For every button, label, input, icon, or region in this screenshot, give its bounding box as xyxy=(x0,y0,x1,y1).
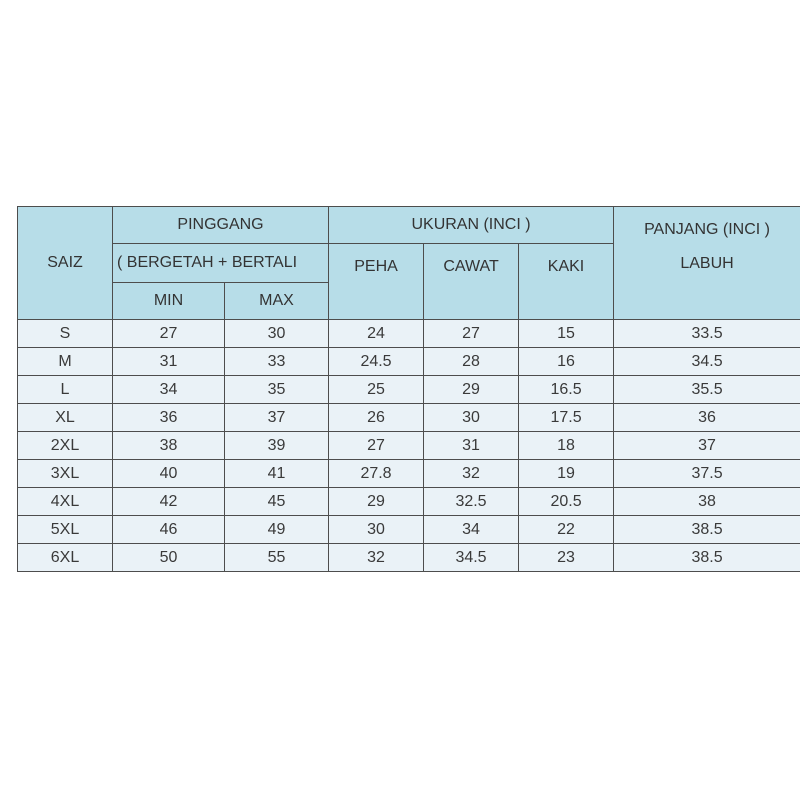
cell-leg: 16 xyxy=(519,348,614,376)
cell-waist-max: 39 xyxy=(225,432,329,460)
cell-thigh: 30 xyxy=(329,516,424,544)
cell-crotch: 28 xyxy=(424,348,519,376)
header-length-label: PANJANG (INCI ) xyxy=(644,221,770,238)
cell-size: L xyxy=(18,376,113,404)
cell-thigh: 27 xyxy=(329,432,424,460)
cell-waist-max: 37 xyxy=(225,404,329,432)
table-row xyxy=(18,516,800,544)
header-leg xyxy=(519,244,614,320)
header-thigh-label: PEHA xyxy=(354,258,398,275)
cell-waist-max: 30 xyxy=(225,320,329,348)
cell-waist-max: 55 xyxy=(225,544,329,572)
cell-waist-min: 38 xyxy=(113,432,225,460)
cell-waist-min: 42 xyxy=(113,488,225,516)
header-waist-max-label: MAX xyxy=(259,292,294,309)
cell-leg: 16.5 xyxy=(519,376,614,404)
cell-waist-min: 46 xyxy=(113,516,225,544)
table-row xyxy=(18,404,800,432)
cell-crotch: 31 xyxy=(424,432,519,460)
cell-waist-min: 34 xyxy=(113,376,225,404)
cell-waist-max: 41 xyxy=(225,460,329,488)
cell-size: 5XL xyxy=(18,516,113,544)
cell-waist-max: 33 xyxy=(225,348,329,376)
header-crotch-label: CAWAT xyxy=(443,258,499,275)
cell-length: 38 xyxy=(614,488,800,516)
cell-crotch: 29 xyxy=(424,376,519,404)
cell-size: 6XL xyxy=(18,544,113,572)
cell-length: 34.5 xyxy=(614,348,800,376)
cell-length: 37.5 xyxy=(614,460,800,488)
cell-leg: 23 xyxy=(519,544,614,572)
cell-crotch: 34 xyxy=(424,516,519,544)
table-body xyxy=(18,320,800,572)
cell-length: 33.5 xyxy=(614,320,800,348)
cell-size: 4XL xyxy=(18,488,113,516)
table-row xyxy=(18,320,800,348)
cell-waist-min: 50 xyxy=(113,544,225,572)
header-crotch xyxy=(424,244,519,320)
header-waist-label: PINGGANG xyxy=(177,216,264,233)
table-row xyxy=(18,432,800,460)
cell-waist-max: 35 xyxy=(225,376,329,404)
cell-thigh: 24.5 xyxy=(329,348,424,376)
cell-waist-min: 31 xyxy=(113,348,225,376)
table-row xyxy=(18,488,800,516)
cell-waist-min: 27 xyxy=(113,320,225,348)
header-leg-label: KAKI xyxy=(547,258,585,275)
cell-leg: 19 xyxy=(519,460,614,488)
cell-thigh: 27.8 xyxy=(329,460,424,488)
header-waist-max xyxy=(225,283,329,320)
cell-leg: 15 xyxy=(519,320,614,348)
cell-leg: 18 xyxy=(519,432,614,460)
header-waist-note xyxy=(113,244,329,283)
cell-waist-min: 36 xyxy=(113,404,225,432)
cell-waist-min: 40 xyxy=(113,460,225,488)
table-row xyxy=(18,376,800,404)
header-size xyxy=(18,207,113,320)
size-chart-table xyxy=(17,206,800,572)
cell-length: 37 xyxy=(614,432,800,460)
header-waist-min xyxy=(113,283,225,320)
cell-waist-max: 49 xyxy=(225,516,329,544)
cell-leg: 22 xyxy=(519,516,614,544)
cell-length: 36 xyxy=(614,404,800,432)
header-length-sub-label: LABUH xyxy=(680,255,734,272)
table-header xyxy=(18,207,800,320)
cell-thigh: 25 xyxy=(329,376,424,404)
cell-leg: 17.5 xyxy=(519,404,614,432)
header-size-label: SAIZ xyxy=(47,254,83,271)
cell-size: 3XL xyxy=(18,460,113,488)
table-row xyxy=(18,544,800,572)
table-row xyxy=(18,460,800,488)
cell-size: XL xyxy=(18,404,113,432)
cell-leg: 20.5 xyxy=(519,488,614,516)
cell-crotch: 27 xyxy=(424,320,519,348)
cell-length: 38.5 xyxy=(614,516,800,544)
header-measure-label: UKURAN (INCI ) xyxy=(411,216,531,233)
header-length xyxy=(614,207,800,320)
cell-crotch: 32.5 xyxy=(424,488,519,516)
header-waist xyxy=(113,207,329,244)
table-row xyxy=(18,348,800,376)
cell-thigh: 32 xyxy=(329,544,424,572)
cell-thigh: 24 xyxy=(329,320,424,348)
cell-size: S xyxy=(18,320,113,348)
header-waist-min-label: MIN xyxy=(153,292,184,309)
cell-length: 35.5 xyxy=(614,376,800,404)
cell-length: 38.5 xyxy=(614,544,800,572)
header-measure xyxy=(329,207,614,244)
cell-size: 2XL xyxy=(18,432,113,460)
cell-thigh: 26 xyxy=(329,404,424,432)
cell-thigh: 29 xyxy=(329,488,424,516)
cell-crotch: 32 xyxy=(424,460,519,488)
cell-size: M xyxy=(18,348,113,376)
cell-waist-max: 45 xyxy=(225,488,329,516)
cell-crotch: 34.5 xyxy=(424,544,519,572)
header-thigh xyxy=(329,244,424,320)
header-waist-note-label: ( BERGETAH + BERTALI xyxy=(117,254,298,271)
cell-crotch: 30 xyxy=(424,404,519,432)
